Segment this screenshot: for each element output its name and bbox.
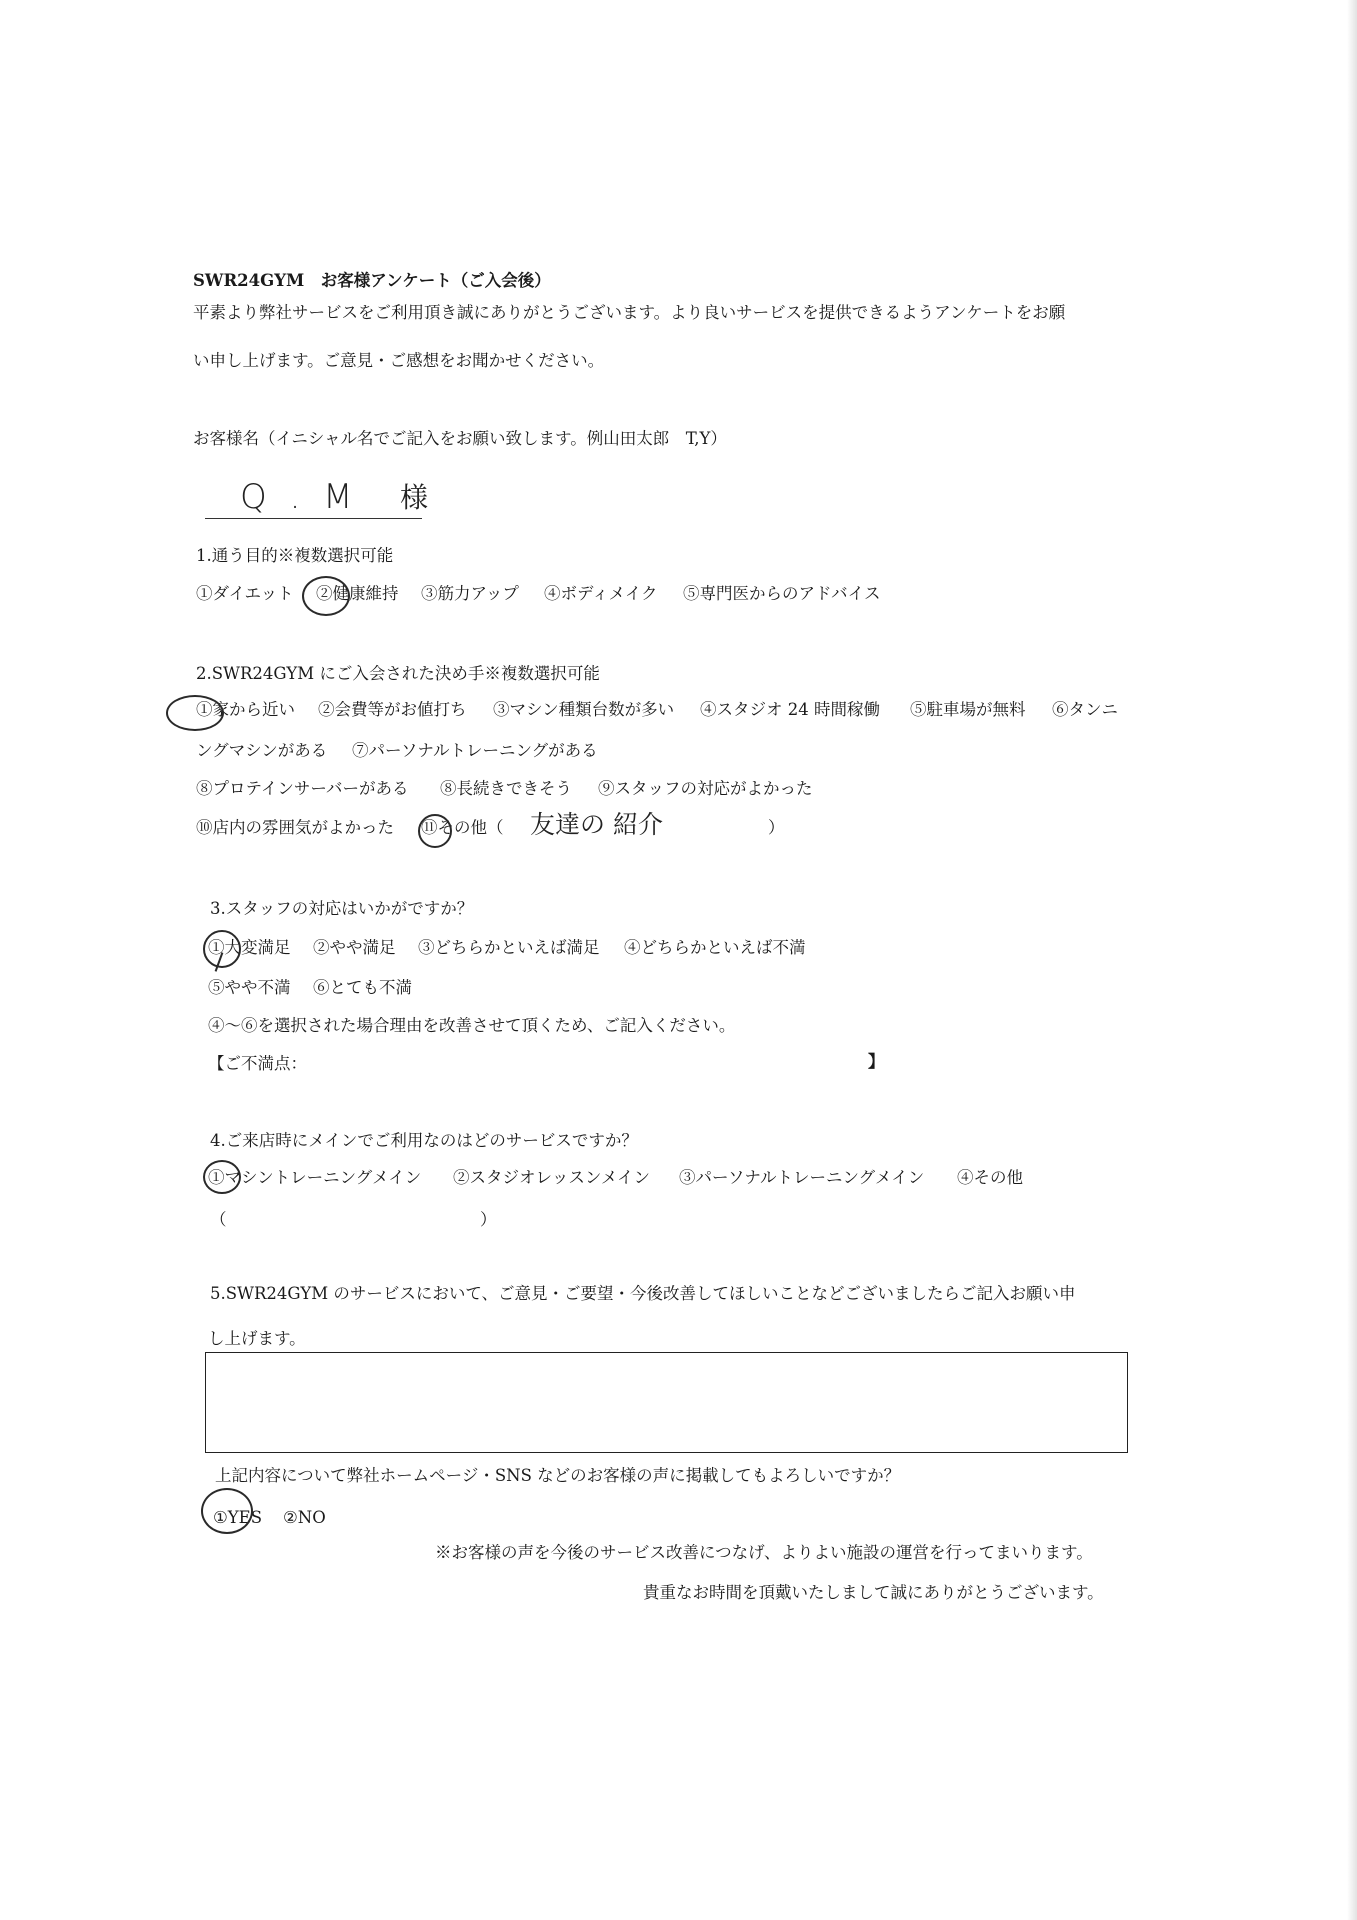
q2-option-2[interactable]: ②会費等がお値打ち (318, 700, 467, 719)
q1-selection-circle (302, 576, 350, 616)
q2-option-4[interactable]: ④スタジオ 24 時間稼働 (700, 700, 880, 719)
q2-option-10[interactable]: ⑩店内の雰囲気がよかった (196, 818, 394, 837)
q4-option-3[interactable]: ③パーソナルトレーニングメイン (679, 1168, 925, 1187)
q2-selection-circle-2 (418, 814, 452, 848)
q3-selection-circle (203, 930, 241, 968)
q4-option-4[interactable]: ④その他 (957, 1168, 1023, 1187)
q3-dissatisfaction-close: 】 (868, 1052, 885, 1071)
q4-heading: 4.ご来店時にメインでご利用なのはどのサービスですか？ (210, 1131, 638, 1150)
customer-honorific: 様 (400, 481, 429, 514)
footer-note-2: 貴重なお時間を頂戴いたしまして誠にありがとうございます。 (643, 1583, 1104, 1602)
q2-option-8[interactable]: ⑧プロテインサーバーがある (196, 779, 409, 798)
q5-heading-line2: し上げます。 (208, 1329, 306, 1348)
customer-name-label: お客様名（イニシャル名でご記入をお願い致します。例山田太郎 T,Y） (193, 429, 727, 448)
q1-option-5[interactable]: ⑤専門医からのアドバイス (683, 584, 881, 603)
q2-option-1[interactable]: ①家から近い (196, 700, 295, 719)
q3-option-6[interactable]: ⑥とても不満 (313, 978, 412, 997)
q2-option-7[interactable]: ⑦パーソナルトレーニングがある (352, 741, 598, 760)
q1-option-4[interactable]: ④ボディメイク (544, 584, 658, 603)
publish-question: 上記内容について弊社ホームページ・SNS などのお客様の声に掲載してもよろしいですか？ (215, 1466, 901, 1485)
q1-heading: 1.通う目的※複数選択可能 (196, 546, 394, 565)
publish-selection-circle (201, 1488, 253, 1534)
q2-option-6-cont: ングマシンがある (196, 741, 328, 760)
q2-option-3[interactable]: ③マシン種類台数が多い (493, 700, 675, 719)
q2-other-close-paren: ） (768, 818, 785, 837)
q3-dissatisfaction-label: 【ご不満点： (208, 1054, 307, 1073)
scan-edge-shadow (1347, 0, 1357, 1920)
intro-text-line1: 平素より弊社サービスをご利用頂き誠にありがとうございます。より良いサービスを提供できるようアンケートをお願 (193, 303, 1066, 322)
q2-heading: 2.SWR24GYM にご入会された決め手※複数選択可能 (196, 664, 600, 683)
footer-note-1: ※お客様の声を今後のサービス改善につなげ、よりよい施設の運営を行ってまいります。 (435, 1543, 1093, 1562)
q3-option-3[interactable]: ③どちらかといえば満足 (418, 938, 600, 957)
q3-option-4[interactable]: ④どちらかといえば不満 (624, 938, 806, 957)
publish-option-no[interactable]: ②NO (283, 1508, 326, 1527)
intro-text-line2: い申し上げます。ご意見・ご感想をお聞かせください。 (193, 351, 605, 370)
q2-selection-circle-1 (166, 695, 224, 731)
survey-title: SWR24GYM お客様アンケート（ご入会後） (193, 271, 551, 290)
q2-option-8b[interactable]: ⑧長続きできそう (440, 779, 572, 798)
customer-name-underline (205, 518, 422, 519)
q1-option-1[interactable]: ①ダイエット (196, 584, 294, 603)
publish-option-yes[interactable]: ①YES (213, 1508, 263, 1527)
q4-option-2[interactable]: ②スタジオレッスンメイン (453, 1168, 651, 1187)
q1-option-3[interactable]: ③筋力アップ (421, 584, 519, 603)
q5-comment-box[interactable] (205, 1352, 1128, 1453)
q4-other-close-paren: ） (480, 1210, 497, 1229)
q3-option-5[interactable]: ⑤やや不満 (208, 978, 291, 997)
q4-other-open-paren: （ (210, 1210, 227, 1229)
q4-option-1[interactable]: ①マシントレーニングメイン (208, 1168, 422, 1187)
q4-selection-circle (203, 1160, 241, 1194)
q2-option-6[interactable]: ⑥タンニ (1052, 700, 1118, 719)
q3-heading: 3.スタッフの対応はいかがですか？ (210, 899, 474, 918)
q3-option-1[interactable]: ①大変満足 (208, 938, 291, 957)
q5-heading-line1: 5.SWR24GYM のサービスにおいて、ご意見・ご要望・今後改善してほしいことなどございましたらご記入お願い申 (210, 1284, 1076, 1303)
q1-option-2[interactable]: ②健康維持 (316, 584, 399, 603)
q3-option-2[interactable]: ②やや満足 (313, 938, 396, 957)
q2-option-11[interactable]: ⑪その他（ (421, 818, 504, 837)
q2-option-5[interactable]: ⑤駐車場が無料 (910, 700, 1026, 719)
customer-initials-handwritten: Q . M (240, 477, 359, 517)
q2-other-handwritten: 友達の 紹介 (530, 810, 663, 839)
q2-option-9[interactable]: ⑨スタッフの対応がよかった (598, 779, 813, 798)
q3-note: ④～⑥を選択された場合理由を改善させて頂くため、ご記入ください。 (208, 1016, 736, 1035)
